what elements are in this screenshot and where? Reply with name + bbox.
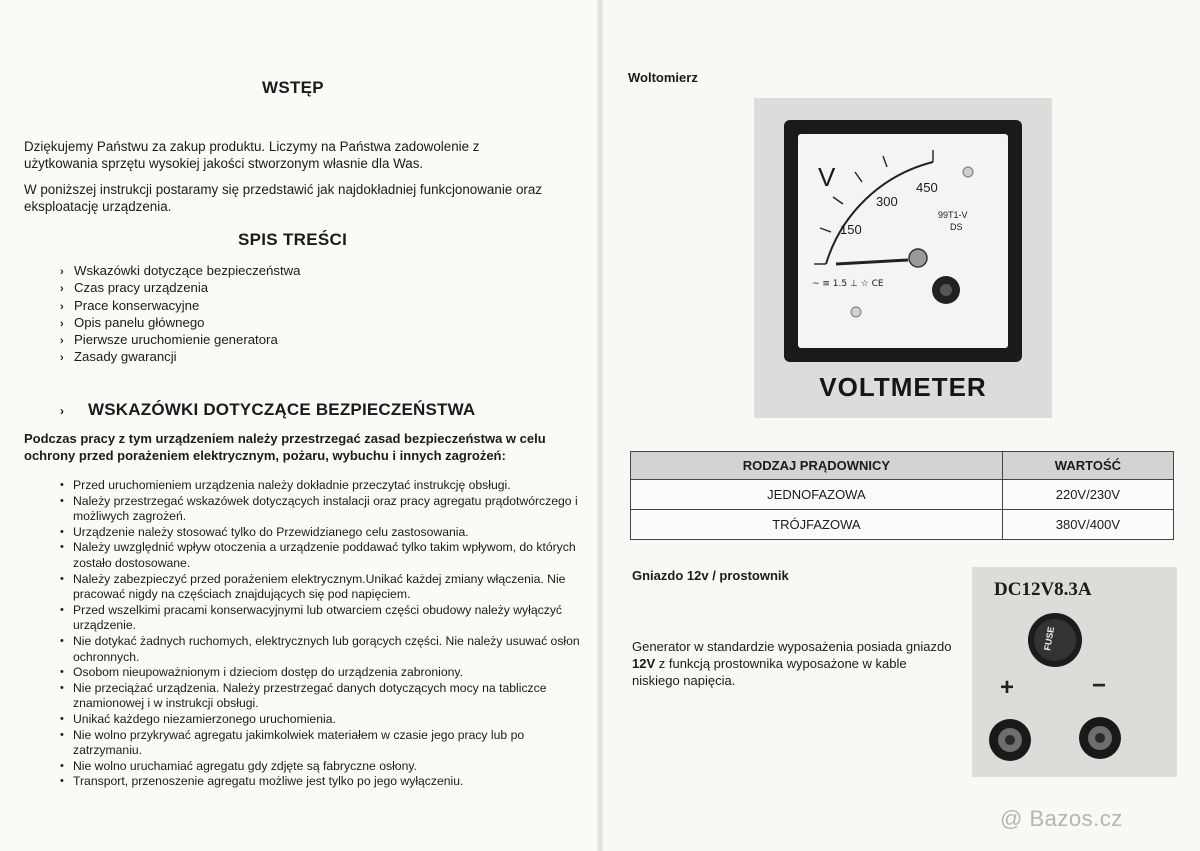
list-item: • Unikać każdego niezamierzonego uruchomienia.: [60, 712, 580, 728]
list-item: • Nie dotykać żadnych ruchomych, elektrycznych lub gorących części. Nie należy usuwać osłon ochronnych.: [60, 634, 580, 665]
list-item: • Nie przeciążać urządzenia. Należy przestrzegać danych dotyczących mocy na tabliczce znamionowej i w instrukcji obsługi.: [60, 681, 580, 712]
toc-item: › Wskazówki dotyczące bezpieczeństwa: [60, 262, 300, 279]
toc-list: [60, 262, 300, 366]
toc-item: › Czas pracy urządzenia: [60, 279, 300, 296]
safety-heading: › WSKAZÓWKI DOTYCZĄCE BEZPIECZEŃSTWA: [60, 400, 476, 419]
table-header: WARTOŚĆ: [1002, 452, 1173, 480]
generator-voltage-table: [630, 451, 1174, 540]
plus-label: +: [1000, 674, 1015, 701]
list-item: • Osobom nieupoważnionym i dzieciom dostęp do urządzenia zabroniony.: [60, 665, 580, 681]
voltmeter-model-suffix: DS: [950, 222, 963, 232]
socket-label: Gniazdo 12v / prostownik: [632, 568, 789, 583]
list-item: • Transport, przenoszenie agregatu możliwe jest tylko po jego wyłączeniu.: [60, 774, 580, 790]
voltmeter-scale-label: 300: [876, 194, 898, 209]
toc-heading: SPIS TREŚCI: [238, 230, 348, 249]
chevron-right-icon: ›: [60, 404, 65, 418]
chevron-right-icon: ›: [60, 317, 64, 330]
table-cell: TRÓJFAZOWA: [631, 510, 1003, 540]
list-item: • Przed wszelkimi pracami konserwacyjnymi lub otwarciem części obudowy należy wyłączyć urządzenie.: [60, 603, 580, 634]
chevron-right-icon: ›: [60, 352, 64, 365]
watermark: @ Bazos.cz: [1000, 806, 1123, 831]
toc-item: › Prace konserwacyjne: [60, 297, 300, 314]
safety-rules-list: [60, 478, 580, 790]
chevron-right-icon: ›: [60, 335, 64, 348]
list-item: • Należy uwzględnić wpływ otoczenia a urządzenie poddawać tylko takim wpływom, do których zostało dostosowane.: [60, 540, 580, 571]
table-cell: 220V/230V: [1002, 480, 1173, 510]
toc-item: › Opis panelu głównego: [60, 314, 300, 331]
socket-panel-graphic: [972, 567, 1177, 777]
voltmeter-body: [784, 120, 1022, 362]
list-item: • Należy przestrzegać wskazówek dotyczących instalacji oraz pracy agregatu prądotwórczego i możliwych zagrożeń.: [60, 494, 580, 525]
voltmeter-unit: V: [818, 162, 836, 192]
table-row: [631, 480, 1174, 510]
intro-paragraph-2: W poniższej instrukcji postaramy się przedstawić jak najdokładniej funkcjonowanie oraz eksploatację urządzenia.: [24, 182, 543, 214]
list-item: • Przed uruchomieniem urządzenia należy dokładnie przeczytać instrukcję obsługi.: [60, 478, 580, 494]
page-fold: [596, 0, 604, 851]
voltmeter-photo: [754, 98, 1052, 418]
socket-rating: DC12V8.3A: [994, 579, 1092, 600]
list-item: • Należy zabezpieczyć przed porażeniem elektrycznym.Unikać każdej zmiany włączenia. Nie pracować nigdy na częściach znajdujących się pod napięciem.: [60, 572, 580, 603]
table-header-row: [631, 452, 1174, 480]
intro-heading: WSTĘP: [262, 78, 324, 97]
voltmeter-scale-label: 450: [916, 180, 938, 195]
list-item: • Nie wolno uruchamiać agregatu gdy zdjęte są fabryczne osłony.: [60, 759, 580, 775]
safety-intro: Podczas pracy z tym urządzeniem należy przestrzegać zasad bezpieczeństwa w celu ochrony przed porażeniem elektrycznym, pożaru, wybuchu i innych zagrożeń:: [24, 431, 546, 463]
voltmeter-model: 99T1-V: [938, 210, 968, 220]
minus-label: −: [1092, 672, 1107, 699]
intro-paragraph-1: Dziękujemy Państwu za zakup produktu. Liczymy na Państwa zadowolenie z użytkowania sprzętu wysokiej jakości stworzonym własnie dla Was.: [24, 139, 480, 171]
voltmeter-dial: [798, 134, 1008, 348]
list-item: • Nie wolno przykrywać agregatu jakimkolwiek materiałem w czasie jego pracy lub po zatrzymaniu.: [60, 728, 580, 759]
voltmeter-label: Woltomierz: [628, 70, 698, 85]
right-page: [600, 0, 1200, 851]
voltmeter-caption: VOLTMETER: [819, 372, 987, 402]
table-cell: JEDNOFAZOWA: [631, 480, 1003, 510]
list-item: • Urządzenie należy stosować tylko do Przewidzianego celu zastosowania.: [60, 525, 580, 541]
voltmeter-class-marks: ~ ≡ 1.5 ⊥ ☆ CE: [812, 279, 884, 289]
chevron-right-icon: ›: [60, 283, 64, 296]
chevron-right-icon: ›: [60, 266, 64, 278]
table-row: [631, 510, 1174, 540]
voltmeter-scale-label: 150: [840, 222, 862, 237]
toc-item: › Zasady gwarancji: [60, 348, 300, 365]
table-cell: 380V/400V: [1002, 510, 1173, 540]
toc-item: › Pierwsze uruchomienie generatora: [60, 331, 300, 348]
voltmeter-dial-graphic: [798, 134, 1008, 348]
table-header: RODZAJ PRĄDOWNICY: [631, 452, 1003, 480]
socket-description: Generator w standardzie wyposażenia posiada gniazdo 12V z funkcją prostownika wyposażone w kable niskiego napięcia.: [632, 639, 952, 688]
socket-photo: [972, 567, 1177, 777]
chevron-right-icon: ›: [60, 300, 64, 313]
fuse-label: FUSE: [1042, 625, 1057, 652]
